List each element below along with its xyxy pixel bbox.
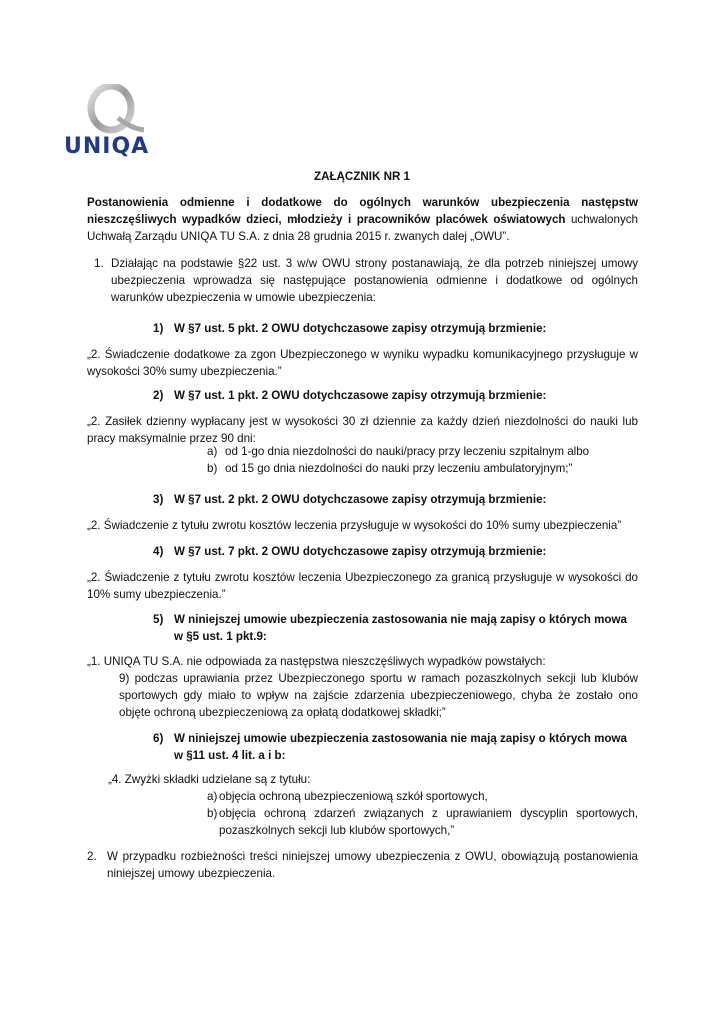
quote-2: „2. Zasiłek dzienny wypłacany jest w wysokości 30 zł dziennie za każdy dzień niezdolności do nauki lub pracy maksymalnie przez 90 dni:	[87, 415, 638, 445]
quote-6-item-a: objęcia ochroną ubezpieczeniową szkół sportowych,	[219, 790, 488, 803]
point2-number: 2.	[87, 850, 97, 863]
uniqa-logo	[64, 84, 159, 160]
intro-bold: Postanowienia odmienne i dodatkowe do ogólnych warunków ubezpieczenia następstw nieszczęśliwych wypadków dzieci, młodzieży i pracowników placówek oświatowych	[87, 196, 638, 226]
uniqa-logo-mark-icon	[78, 84, 148, 136]
point1-number: 1.	[94, 257, 104, 270]
section-3-number: 3)	[153, 493, 164, 506]
intro-paragraph	[87, 194, 638, 245]
logo-wordmark: UNIQA	[64, 134, 150, 159]
quote-6-item-b-label: b)	[207, 807, 218, 820]
section-6-number: 6)	[153, 732, 164, 745]
quote-1: „2. Świadczenie dodatkowe za zgon Ubezpieczonego w wyniku wypadku komunikacyjnego przysługuje w wysokości 30% sumy ubezpieczenia.”	[87, 348, 638, 378]
section-5-number: 5)	[153, 613, 164, 626]
quote-6: „4. Zwyżki składki udzielane są z tytułu:	[108, 773, 311, 786]
point2-text: W przypadku rozbieżności treści niniejszej umowy ubezpieczenia z OWU, obowiązują postanowienia niniejszej umowy ubezpieczenia.	[107, 850, 638, 880]
quote-6-item-a-label: a)	[207, 790, 218, 803]
quote-5: „1. UNIQA TU S.A. nie odpowiada za następstwa nieszczęśliwych wypadków powstałych:	[87, 655, 546, 668]
quote-4: „2. Świadczenie z tytułu zwrotu kosztów leczenia Ubezpieczonego za granicą przysługuje w wysokości do 10% sumy ubezpieczenia.”	[87, 571, 638, 601]
section-1-heading: W §7 ust. 5 pkt. 2 OWU dotychczasowe zapisy otrzymują brzmienie:	[174, 322, 547, 335]
section-6-heading: W niniejszej umowie ubezpieczenia zastosowania nie mają zapisy o których mowa w §11 ust. 4 lit. a i b:	[174, 732, 627, 762]
quote-2-item-b: od 15 go dnia niezdolności do nauki przy leczeniu ambulatoryjnym;”	[225, 462, 573, 475]
quote-2-item-a-label: a)	[207, 445, 218, 458]
section-2-heading: W §7 ust. 1 pkt. 2 OWU dotychczasowe zapisy otrzymują brzmienie:	[174, 389, 547, 402]
section-2-number: 2)	[153, 389, 164, 402]
point1-text: Działając na podstawie §22 ust. 3 w/w OWU strony postanawiają, że dla potrzeb niniejszej umowy ubezpieczenia wprowadza się następujące postanowienia odmienne i dodatkowe od ogólnych warunków ubezpieczenia w umowie ubezpieczenia:	[111, 257, 638, 304]
quote-2-item-b-label: b)	[207, 462, 218, 475]
section-4-number: 4)	[153, 545, 164, 558]
page-title: ZAŁĄCZNIK NR 1	[314, 170, 410, 183]
quote-5-item: 9) podczas uprawiania przez Ubezpieczonego sportu w ramach pozaszkolnych sekcji lub klubów sportowych gdy miało to wpływ na zajście zdarzenia ubezpieczeniowego, chyba że zostało ono objęte ochroną ubezpieczeniową za opłatą dodatkowej składki;”	[119, 672, 638, 719]
intro-rest: uchwalonych Uchwałą Zarządu UNIQA TU S.A. z dnia 28 grudnia 2015 r. zwanych dalej „OWU”.	[87, 213, 638, 243]
quote-2-item-a: od 1-go dnia niezdolności do nauki/pracy przy leczeniu szpitalnym albo	[225, 445, 590, 458]
section-1-number: 1)	[153, 322, 164, 335]
section-5-heading: W niniejszej umowie ubezpieczenia zastosowania nie mają zapisy o których mowa w §5 ust. 1 pkt.9:	[174, 613, 627, 643]
section-3-heading: W §7 ust. 2 pkt. 2 OWU dotychczasowe zapisy otrzymują brzmienie:	[174, 493, 547, 506]
quote-3: „2. Świadczenie z tytułu zwrotu kosztów leczenia przysługuje w wysokości do 10% sumy ubezpieczenia”	[87, 519, 622, 532]
quote-6-item-b: objęcia ochroną zdarzeń związanych z uprawianiem dyscyplin sportowych, pozaszkolnych sekcji lub klubów sportowych,”	[219, 807, 638, 837]
section-4-heading: W §7 ust. 7 pkt. 2 OWU dotychczasowe zapisy otrzymują brzmienie:	[174, 545, 547, 558]
